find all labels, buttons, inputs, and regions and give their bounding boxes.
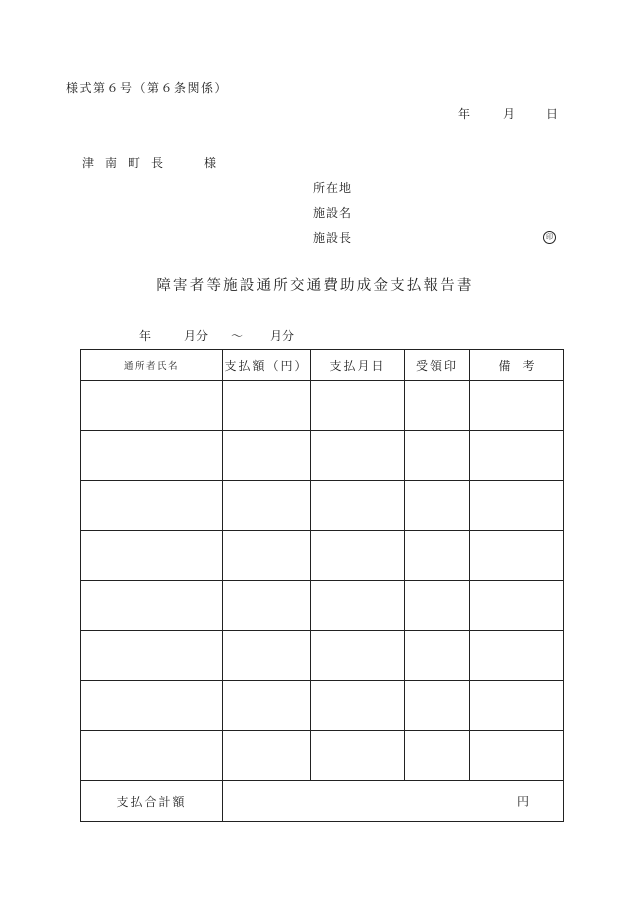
seal-mark: 印 bbox=[543, 231, 556, 244]
receipt-seal-cell[interactable] bbox=[405, 631, 470, 681]
receipt-seal-cell[interactable] bbox=[405, 481, 470, 531]
address-label: 所在地 bbox=[313, 181, 353, 195]
receipt-seal-cell[interactable] bbox=[405, 431, 470, 481]
payment-amount-cell[interactable] bbox=[223, 731, 311, 781]
payment-date-cell[interactable] bbox=[311, 631, 405, 681]
table-row bbox=[81, 481, 564, 531]
table-row bbox=[81, 581, 564, 631]
table-row bbox=[81, 531, 564, 581]
remarks-cell[interactable] bbox=[470, 431, 564, 481]
receipt-seal-cell[interactable] bbox=[405, 581, 470, 631]
payment-amount-cell[interactable] bbox=[223, 681, 311, 731]
receipt-seal-cell[interactable] bbox=[405, 381, 470, 431]
total-row bbox=[81, 781, 564, 822]
attendee-name-cell[interactable] bbox=[81, 481, 223, 531]
total-label: 支払合計額 bbox=[81, 781, 223, 822]
payment-date-cell[interactable] bbox=[311, 681, 405, 731]
addressee-char: 町 bbox=[128, 156, 141, 170]
attendee-name-cell[interactable] bbox=[81, 581, 223, 631]
table-row bbox=[81, 431, 564, 481]
payment-date-cell[interactable] bbox=[311, 531, 405, 581]
attendee-name-cell[interactable] bbox=[81, 631, 223, 681]
date-month-label: 月 bbox=[503, 107, 516, 121]
total-amount-cell[interactable] bbox=[223, 781, 564, 822]
payment-date-cell[interactable] bbox=[311, 581, 405, 631]
addressee-honorific: 様 bbox=[204, 156, 217, 170]
remarks-cell[interactable] bbox=[470, 381, 564, 431]
facility-name-label: 施設名 bbox=[313, 206, 353, 220]
form-number: 様式第６号（第６条関係） bbox=[66, 81, 229, 95]
attendee-name-cell[interactable] bbox=[81, 381, 223, 431]
table-row bbox=[81, 381, 564, 431]
column-header-attendee-name: 通所者氏名 bbox=[81, 350, 223, 381]
column-header-payment-date: 支払月日 bbox=[311, 350, 405, 381]
remarks-cell[interactable] bbox=[470, 731, 564, 781]
payment-date-cell[interactable] bbox=[311, 481, 405, 531]
payment-date-cell[interactable] bbox=[311, 431, 405, 481]
remarks-cell[interactable] bbox=[470, 681, 564, 731]
attendee-name-cell[interactable] bbox=[81, 431, 223, 481]
payment-amount-cell[interactable] bbox=[223, 631, 311, 681]
payment-date-cell[interactable] bbox=[311, 731, 405, 781]
period-month-from-label: 月分 bbox=[184, 329, 209, 343]
attendee-name-cell[interactable] bbox=[81, 731, 223, 781]
payment-report-table bbox=[80, 349, 564, 822]
date-year-label: 年 bbox=[458, 107, 471, 121]
payment-date-cell[interactable] bbox=[311, 381, 405, 431]
period-month-to-label: 月分 bbox=[270, 329, 295, 343]
receipt-seal-cell[interactable] bbox=[405, 731, 470, 781]
remarks-cell[interactable] bbox=[470, 531, 564, 581]
payment-amount-cell[interactable] bbox=[223, 531, 311, 581]
column-header-receipt-seal: 受領印 bbox=[405, 350, 470, 381]
payment-amount-cell[interactable] bbox=[223, 431, 311, 481]
addressee-char: 津 bbox=[82, 156, 95, 170]
table-header-row bbox=[81, 350, 564, 381]
table-row bbox=[81, 731, 564, 781]
remarks-cell[interactable] bbox=[470, 481, 564, 531]
total-unit: 円 bbox=[516, 794, 529, 809]
date-day-label: 日 bbox=[546, 107, 559, 121]
addressee-char: 南 bbox=[105, 156, 118, 170]
column-header-remarks: 備 考 bbox=[470, 350, 564, 381]
remarks-cell[interactable] bbox=[470, 631, 564, 681]
receipt-seal-cell[interactable] bbox=[405, 531, 470, 581]
period-year-label: 年 bbox=[139, 329, 152, 343]
column-header-payment-amount: 支払額（円） bbox=[223, 350, 311, 381]
facility-head-label: 施設長 bbox=[313, 231, 353, 245]
table-row bbox=[81, 681, 564, 731]
attendee-name-cell[interactable] bbox=[81, 681, 223, 731]
payment-amount-cell[interactable] bbox=[223, 481, 311, 531]
document-title: 障害者等施設通所交通費助成金支払報告書 bbox=[156, 278, 474, 294]
payment-amount-cell[interactable] bbox=[223, 581, 311, 631]
payment-amount-cell[interactable] bbox=[223, 381, 311, 431]
table-row bbox=[81, 631, 564, 681]
addressee-char: 長 bbox=[151, 156, 164, 170]
attendee-name-cell[interactable] bbox=[81, 531, 223, 581]
period-tilde: ～ bbox=[231, 329, 244, 343]
remarks-cell[interactable] bbox=[470, 581, 564, 631]
receipt-seal-cell[interactable] bbox=[405, 681, 470, 731]
